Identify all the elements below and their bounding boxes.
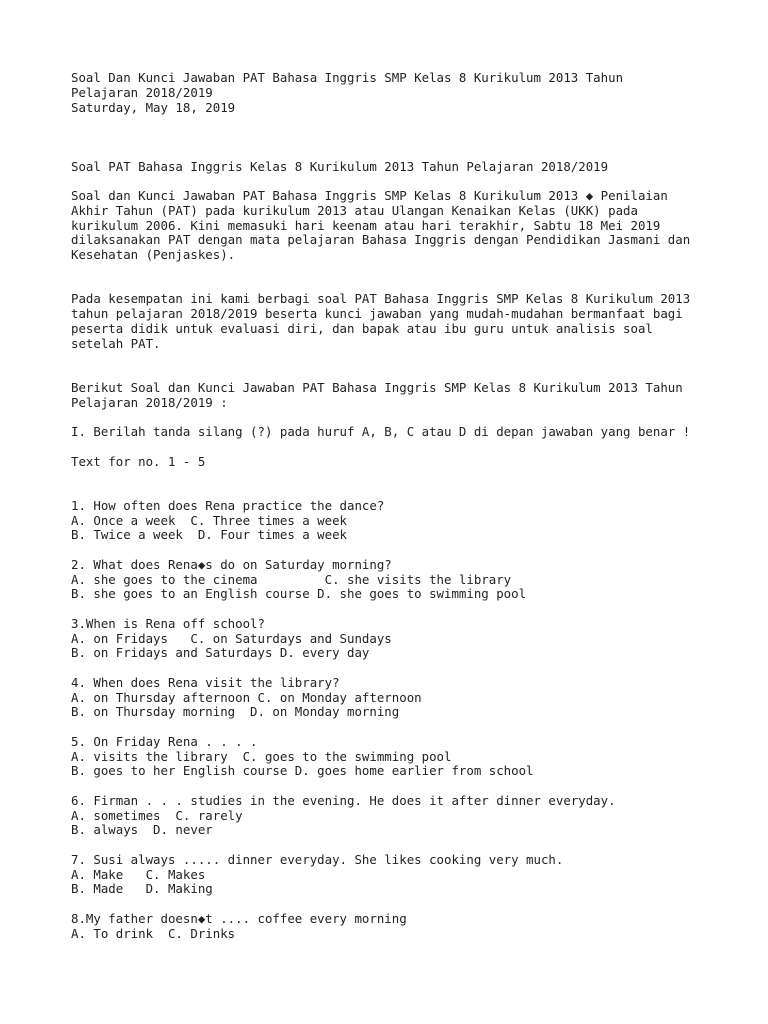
paragraph-line: kurikulum 2006. Kini memasuki hari keenam atau hari terakhir, Sabtu 18 Mei 2019 xyxy=(71,217,661,233)
question-item xyxy=(71,853,731,897)
question-item xyxy=(71,558,731,602)
instruction-line: I. Berilah tanda silang (?) pada huruf A, B, C atau D di depan jawaban yang benar ! xyxy=(71,424,691,439)
document-title-line-2: Pelajaran 2018/2019 xyxy=(71,84,213,100)
question-item xyxy=(71,617,731,661)
question-options: A. on Thursday afternoon C. on Monday afternoon xyxy=(71,689,422,705)
question-options: B. goes to her English course D. goes home earlier from school xyxy=(71,763,534,779)
paragraph-line: Pada kesempatan ini kami berbagi soal PAT Bahasa Inggris SMP Kelas 8 Kurikulum 2013 xyxy=(71,291,691,307)
document-header xyxy=(71,71,731,115)
question-options: A. sometimes C. rarely xyxy=(71,807,243,823)
question-item xyxy=(71,499,731,543)
paragraph-line: tahun pelajaran 2018/2019 beserta kunci jawaban yang mudah-mudahan bermanfaat bagi xyxy=(71,306,683,321)
question-options: B. on Thursday morning D. on Monday morning xyxy=(71,704,400,720)
question-text: 1. How often does Rena practice the dance? xyxy=(71,497,385,513)
question-text: 6. Firman . . . studies in the evening. He does it after dinner everyday. xyxy=(71,792,616,808)
question-list xyxy=(71,499,731,942)
question-item xyxy=(71,735,731,779)
question-options: A. Make C. Makes xyxy=(71,866,206,882)
question-text: 7. Susi always ..... dinner everyday. She likes cooking very much. xyxy=(71,851,564,867)
paragraph-line: setelah PAT. xyxy=(71,335,161,351)
question-options: A. Once a week C. Three times a week xyxy=(71,512,348,528)
question-options: A. she goes to the cinema C. she visits the library xyxy=(71,571,512,587)
intro-paragraph xyxy=(71,189,731,263)
document-date: Saturday, May 18, 2019 xyxy=(71,99,236,115)
question-options: B. Twice a week D. Four times a week xyxy=(71,527,348,543)
question-options: A. on Fridays C. on Saturdays and Sundays xyxy=(71,630,392,646)
question-text: 8.My father doesn◆t .... coffee every morning xyxy=(71,910,407,926)
question-options: A. To drink C. Drinks xyxy=(71,925,236,941)
question-text: 3.When is Rena off school? xyxy=(71,615,265,631)
question-item xyxy=(71,794,731,838)
question-options: B. she goes to an English course D. she goes to swimming pool xyxy=(71,586,527,602)
document-heading: Soal PAT Bahasa Inggris Kelas 8 Kurikulum 2013 Tahun Pelajaran 2018/2019 xyxy=(71,158,609,174)
question-text: 2. What does Rena◆s do on Saturday morning? xyxy=(71,556,392,572)
paragraph-line: Akhir Tahun (PAT) pada kurikulum 2013 atau Ulangan Kenaikan Kelas (UKK) pada xyxy=(71,202,638,218)
question-item xyxy=(71,676,731,720)
text-reference: Text for no. 1 - 5 xyxy=(71,453,206,469)
document-page xyxy=(71,71,731,941)
paragraph-line: peserta didik untuk evaluasi diri, dan bapak atau ibu guru untuk analisis soal xyxy=(71,320,653,336)
question-text: 5. On Friday Rena . . . . xyxy=(71,733,258,749)
following-paragraph xyxy=(71,381,731,411)
question-options: B. on Fridays and Saturdays D. every day xyxy=(71,645,370,661)
question-text: 4. When does Rena visit the library? xyxy=(71,674,340,690)
question-options: B. Made D. Making xyxy=(71,881,213,897)
document-title-line-1: Soal Dan Kunci Jawaban PAT Bahasa Inggris SMP Kelas 8 Kurikulum 2013 Tahun xyxy=(71,70,624,85)
paragraph-line: Soal dan Kunci Jawaban PAT Bahasa Inggris SMP Kelas 8 Kurikulum 2013 ◆ Penilaian xyxy=(71,188,668,203)
paragraph-line: dilaksanakan PAT dengan mata pelajaran Bahasa Inggris dengan Pendidikan Jasmani dan xyxy=(71,232,691,248)
paragraph-line: Pelajaran 2018/2019 : xyxy=(71,394,228,410)
question-options: A. visits the library C. goes to the swimming pool xyxy=(71,748,452,764)
paragraph-line: Kesehatan (Penjaskes). xyxy=(71,247,236,262)
paragraph-line: Berikut Soal dan Kunci Jawaban PAT Bahasa Inggris SMP Kelas 8 Kurikulum 2013 Tahun xyxy=(71,379,683,395)
sharing-paragraph xyxy=(71,292,731,351)
question-options: B. always D. never xyxy=(71,822,213,838)
question-item xyxy=(71,912,731,942)
